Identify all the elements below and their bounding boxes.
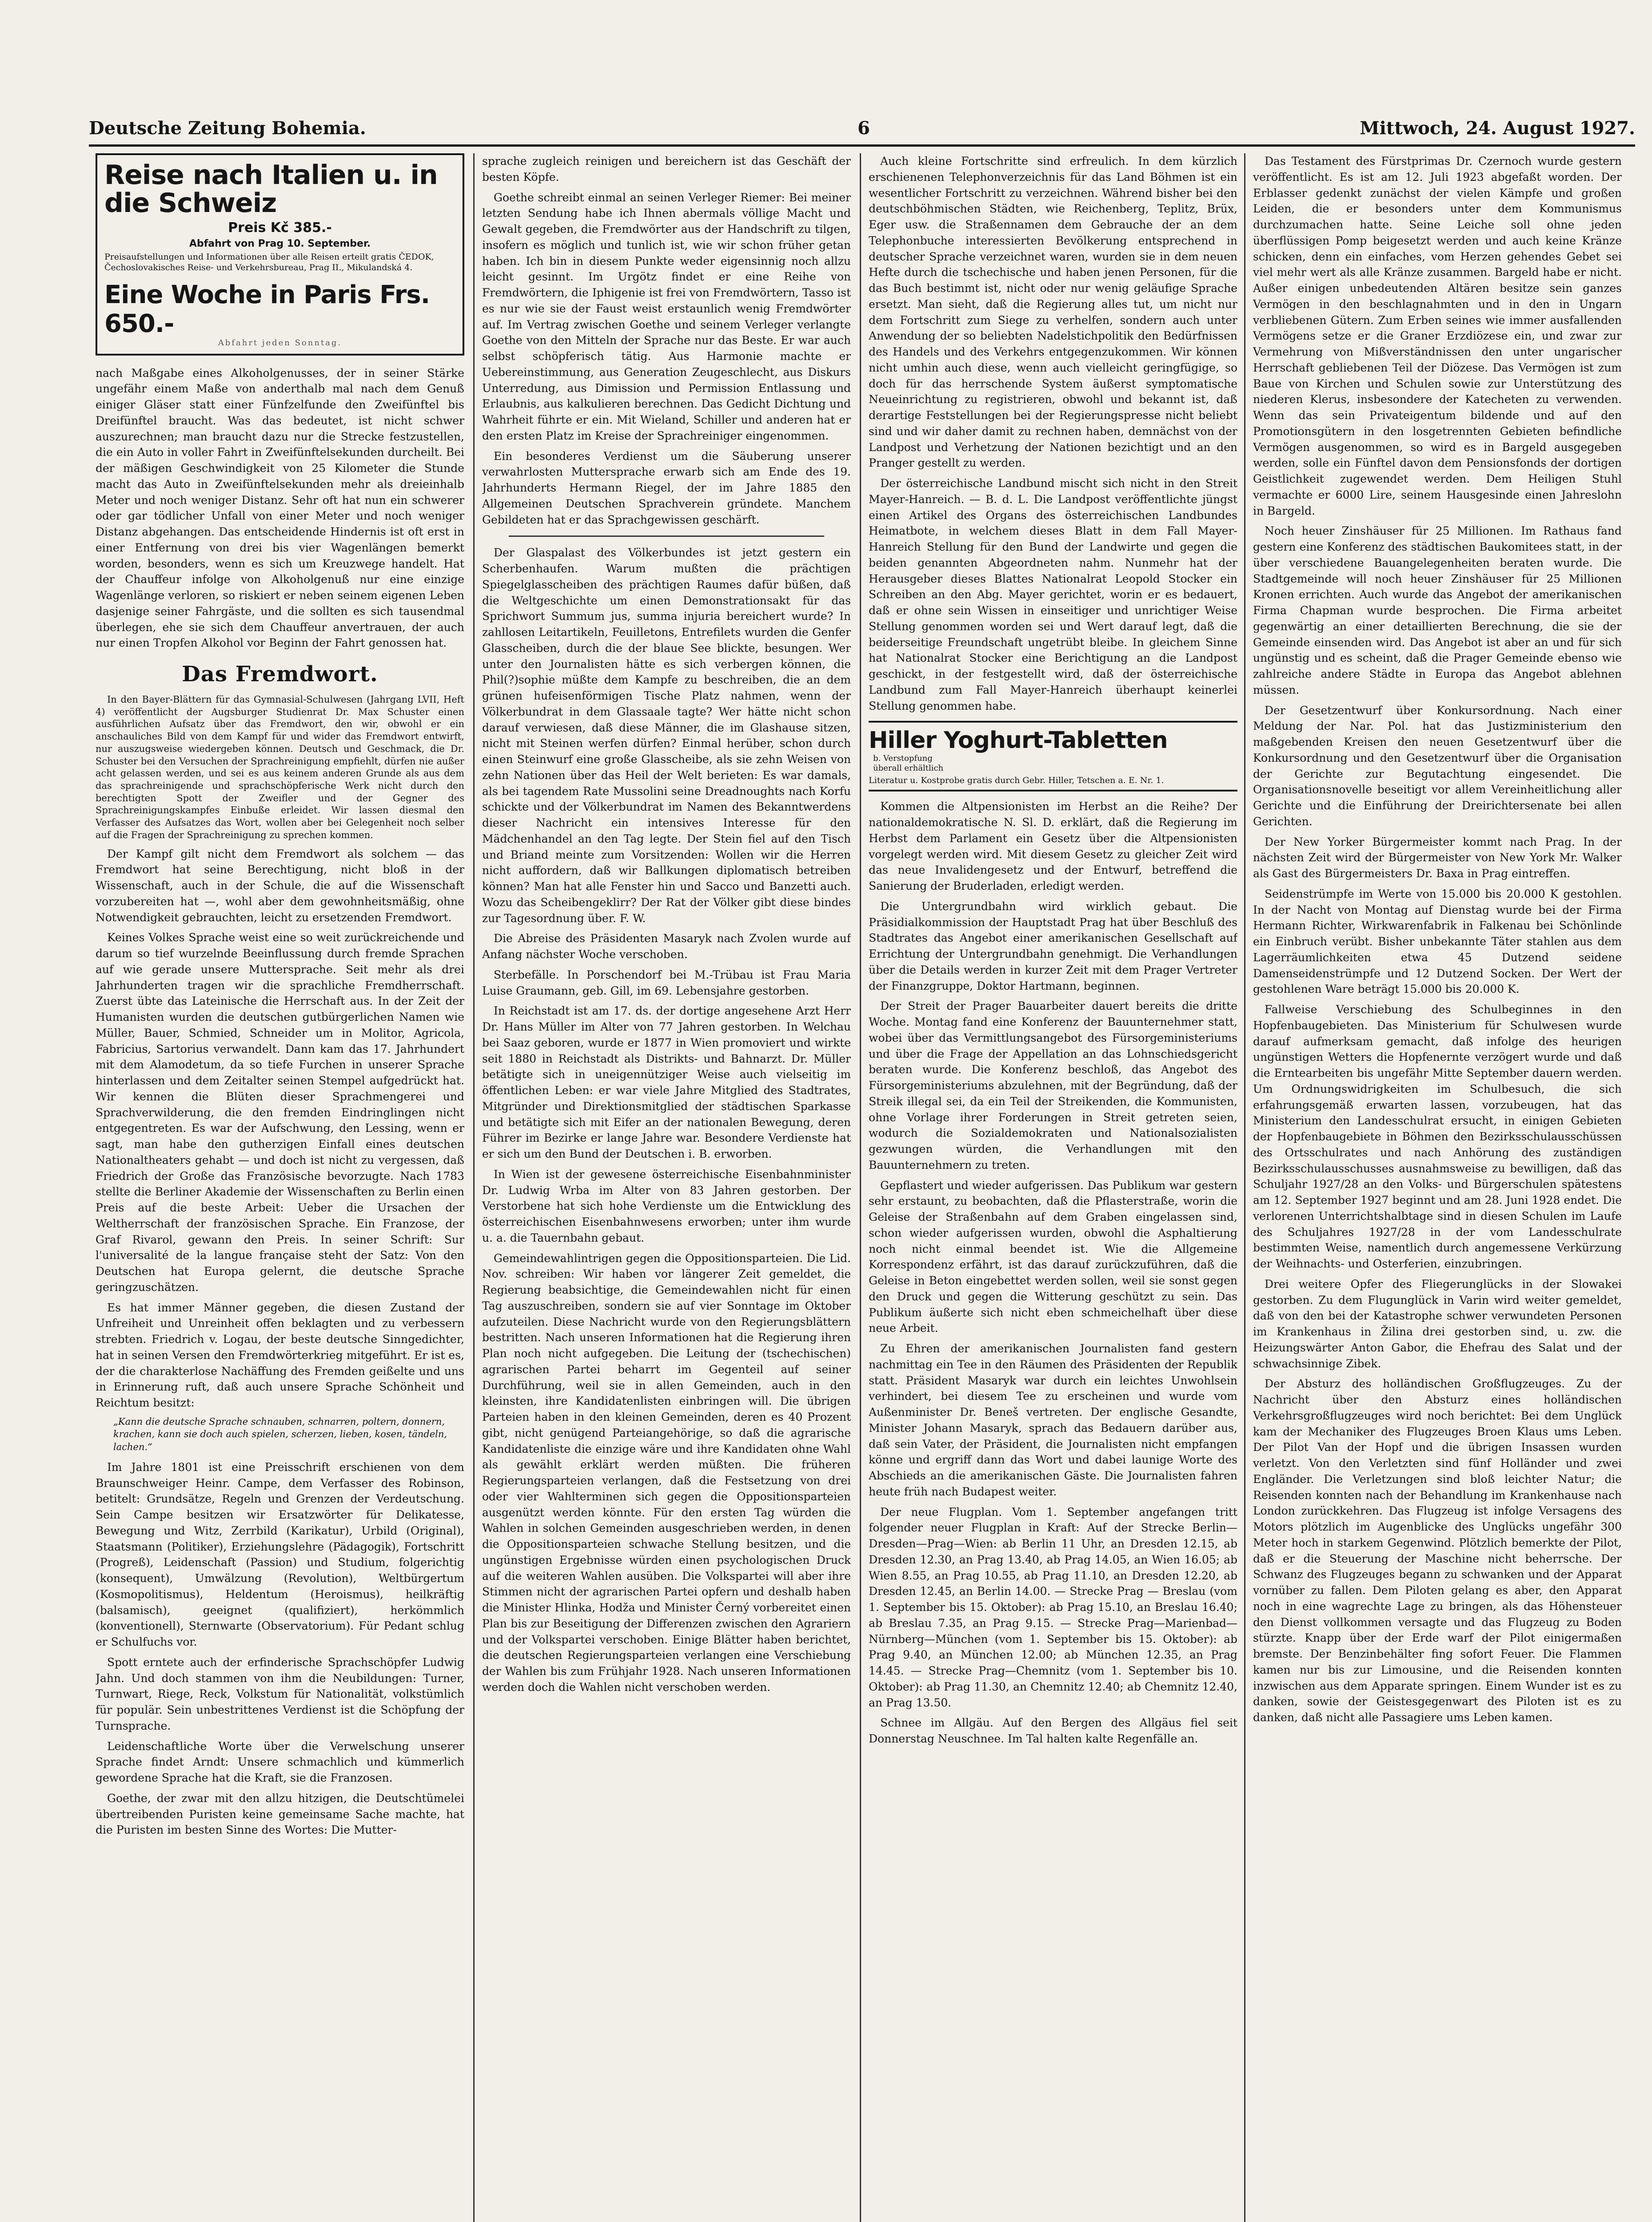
news-item: Der neue Flugplan. Vom 1. September angefangen tritt folgender neuer Flugplan in Kraft: Auf der Strecke Berlin—Dresden—Prag—Wien: ab Berlin 11 Uhr, an Dresden 12.15, ab Dresden 12.30, an Prag 13.40, ab Prag 14.05, an Wien 16.05; ab Wien 8.55, an Prag 10.55, ab Prag 11.10, an Dresden 12.20, ab Dresden 12.45, an Berlin 14.00. — Strecke Prag — Breslau (vom 1. September bis 15. Oktober): ab Prag 15.10, an Breslau 16.40; ab Breslau 7.35, an Prag 9.15. — Strecke Prag—Marienbad—Nürnberg—München (vom 1. September bis 15. Oktober): ab Prag 9.40, an München 12.00; ab München 12.35, an Prag 14.45. — Strecke Prag—Chemnitz (vom 1. September bis 10. Oktober): ab Prag 11.30, an Chemnitz 12.40; ab Chemnitz 12.40, an Prag 13.50. — [869, 1505, 1237, 1709]
news-item: In Wien ist der gewesene österreichische Eisenbahnminister Dr. Ludwig Wrba im Alter von 83 Jahren gestorben. Der Verstorbene hat sich hohe Verdienste um die Entwicklung des österreichischen Eisenbahnwesens erworben; unter ihm wurde u. a. die Tauernbahn gebaut. — [482, 1167, 851, 1244]
news-item: Sterbefälle. In Porschendorf bei M.-Trübau ist Frau Maria Luise Graumann, geb. Gill, im 69. Lebensjahre gestorben. — [482, 968, 851, 997]
newspaper-name: Deutsche Zeitung Bohemia. — [89, 118, 366, 139]
column-2 — [482, 153, 851, 2222]
column-rule — [473, 153, 475, 2222]
ad-italy-info: Preisaufstellungen und Informationen über alle Reisen erteilt gratis ČEDOK, Čechoslovakisches Reise- und Verkehrsbureau, Prag II., Mikulandská 4. — [104, 252, 434, 272]
page-header — [89, 118, 1635, 147]
issue-date: Mittwoch, 24. August 1927. — [1360, 118, 1635, 139]
news-item: Gemeindewahlintrigen gegen die Oppositionsparteien. Die Lid. Nov. schreiben: Wir haben vor längerer Zeit gemeldet, die Regierung beabsichtige, die Gemeindewahlen nicht für einen Tag auszuschreiben, sondern sie auf vier Sonntage im Oktober aufzuteilen. Diese Nachricht wurde von den Regierungsblättern bestritten. Nach unseren Informationen hat die Regierung ihren Plan noch nicht aufgegeben. Die Leitung der (tschechischen) agrarischen Partei beharrt im Gegenteil auf seiner Durchführung, weil sie in allen Gemeinden, auch in den kleinsten, ihre Kandidatenlisten einbringen will. Die übrigen Parteien haben in den kleinen Gemeinden, deren es 40 Prozent gibt, nicht genügend Parteiangehörige, so daß die agrarische Kandidatenliste die einzige wäre und ihre Kandidaten ohne Wahl als gewählt erklärt werden müßten. Die früheren Regierungsparteien verlangen, daß die Festsetzung von drei oder vier Wahlterminen sich gegen die Oppositionsparteien ausgenützt werden könnte. Für den ersten Tag würden die Wahlen in solchen Gemeinden ausgeschrieben werden, in denen die Oppositionsparteien schwache Stellung besitzen, und die ungünstigen Ergebnisse würden einen psychologischen Druck auf die weiteren Wahlen ausüben. Die Volkspartei will aber ihre Stimmen nicht der agrarischen Partei opfern und deshalb haben die Minister Hlinka, Hodža und Minister Černý vorbereitet einen Plan bis zur Beseitigung der Differenzen zwischen den Agrariern und der Volkspartei verschoben. Einige Blätter haben berichtet, die deutschen Regierungsparteien verlangen eine Verschiebung der Wahlen bis zum Frühjahr 1928. Nach unseren Informationen werden doch die Wahlen nicht verschoben werden. — [482, 1251, 851, 1694]
news-item: Schnee im Allgäu. Auf den Bergen des Allgäus fiel seit Donnerstag Neuschnee. Im Tal halten kalte Regenfälle an. — [869, 1716, 1237, 1746]
news-item: Seidenstrümpfe im Werte von 15.000 bis 20.000 K gestohlen. In der Nacht von Montag auf Dienstag wurde bei der Firma Hermann Richter, Wirkwarenfabrik in Falkenau bei Schönlinde ein Einbruch verübt. Bisher unbekannte Täter stahlen aus dem Lagerräumlichkeiten etwa 45 Dutzend seidene Damenseidenstrümpfe und 12 Dutzend Socken. Der Wert der gestohlenen Ware beträgt 15.000 bis 20.000 K. — [1253, 887, 1622, 996]
article-text: nach Maßgabe eines Alkoholgenusses, der in seiner Stärke ungefähr einem Maße von anderthalb mal nach dem Genuß einiger Gläser statt einer Fünfzelfunde den Zweifünftel bis Dreifünftel braucht. Was das bedeutet, ist nicht schwer auszurechnen; man braucht dazu nur die Strecke festzustellen, die ein Auto in voller Fahrt in Zweifünftelsekunden durcheilt. Bei der mäßigen Geschwindigkeit von 25 Kilometer die Stunde macht das Auto in Zweifünftelsekunden mehr als dreieinhalb Meter und noch weniger Distanz. Sehr oft hat nun ein schwerer oder gar tödlicher Unfall von einer Meter und noch weniger Distanz abgehangen. Das entscheidende Hindernis ist oft erst in einer Entfernung von drei bis vier Wagenlängen bemerkt worden, besonders, wenn es sich um Kreuzwege handelt. Hat der Chauffeur infolge von Alkoholgenuß nur eine einzige Wagenlänge verloren, so riskiert er neben seinem eigenen Leben dasjenige seiner Fahrgäste, und die sollten es sich tausendmal überlegen, ehe sie sich dem Chauffeur anvertrauen, der auch nur einen Tropfen Alkohol vor Beginn der Fahrt genossen hat. — [96, 366, 464, 650]
article-paragraph: Ein besonderes Verdienst um die Säuberung unserer verwahrlosten Muttersprache erwarb sich am Ende des 19. Jahrhunderts Hermann Riegel, der im Jahre 1885 den Allgemeinen Deutschen Sprachverein gründete. Manchem Gebildeten hat er das Sprachgewissen geschärft. — [482, 449, 851, 526]
news-item: Der Streit der Prager Bauarbeiter dauert bereits die dritte Woche. Montag fand eine Konferenz der Bauunternehmer statt, wobei über das Vermittlungsangebot des Fürsorgeministeriums und über die Frage der Appellation an das Lohnschiedsgericht beraten wurde. Die Konferenz beschloß, das Angebot des Fürsorgeministeriums abzulehnen, mit der Begründung, daß der Streik illegal sei, da ein Teil der Streikenden, die Kommunisten, ohne Vorlage ihrer Forderungen in Streit getreten seien, wodurch die Sozialdemokraten und Nationalsozialisten gezwungen würden, die Verhandlungen mit den Bauunternehmern zu treten. — [869, 999, 1237, 1171]
column-3 — [869, 153, 1237, 2222]
page-number: 6 — [858, 118, 870, 139]
news-item: Die Untergrundbahn wird wirklich gebaut. Die Präsidialkommission der Hauptstadt Prag hat über Beschluß des Stadtrates das Angebot einer amerikanischen Gesellschaft auf Errichtung der Untergrundbahn genehmigt. Die Verhandlungen über die Details werden in kurzer Zeit mit dem Prager Vertreter der Finanzgruppe, Doktor Hartmann, beginnen. — [869, 899, 1237, 992]
ad-italy-price: Preis Kč 385.- — [228, 220, 332, 236]
ad-paris-title: Eine Woche in Paris Frs. 650.- — [104, 280, 430, 338]
news-item: In Reichstadt ist am 17. ds. der dortige angesehene Arzt Herr Dr. Hans Müller im Alter von 77 Jahren gestorben. In Welchau bei Saaz geboren, wurde er 1877 in Wien promoviert und wirkte seit 1880 in Reichstadt als Distrikts- und Bahnarzt. Dr. Müller betätigte sich in uneigennütziger Weise auch vielseitig im öffentlichen Leben: er war viele Jahre Mitglied des Stadtrates, Mitgründer und Direktionsmitglied der städtischen Sparkasse und betätigte sich mit Eifer an der nationalen Bewegung, deren Führer im Bezirke er lange Jahre war. Besondere Verdienste hat er sich um den Bund der Deutschen i. B. erworben. — [482, 1004, 851, 1160]
article-intro: In den Bayer-Blättern für das Gymnasial-Schulwesen (Jahrgang LVII, Heft 4) veröffentlicht der Augsburger Studienrat Dr. Max Schuster einen ausführlichen Aufsatz über das Fremdwort, den wir, obwohl er ein anschauliches Bild von dem Kampf für und wider das Fremdwort entwirft, nur auszugsweise wiedergeben können. Deutsch und Geschmack, die Dr. Schuster bei den Versuchen der Sprachreinigung empfiehlt, dürfen nie außer acht gelassen werden, und sei es aus keinem anderen Grunde als aus dem das sprachreinigende und sprachschöpferische Werk nicht durch den berechtigten Spott der Zweifler und der Gegner des Sprachreinigungskampfes Einbuße erleidet. Wir lassen diesmal den Verfasser des Aufsatzes das Wort, wollen aber bei Gelegenheit noch selber auf die Fragen der Sprachreinigung zu sprechen kommen. — [96, 694, 464, 840]
ad-paris-footer: Abfahrt jeden Sonntag. — [218, 338, 342, 348]
hiller-ad-note: Literatur u. Kostprobe gratis durch Gebr. Hiller, Tetschen a. E. Nr. 1. — [869, 775, 1164, 786]
quoted-verse: „Kann die deutsche Sprache schnauben, schnarren, poltern, donnern, krachen, kann sie doch auch spielen, scherzen, lieben, kosen, tändeln, lachen.“ — [113, 1416, 447, 1452]
column-1 — [96, 153, 464, 2222]
hiller-advertisement — [869, 721, 1237, 791]
news-item: Der Glaspalast des Völkerbundes ist jetzt gestern ein Scherbenhaufen. Warum mußten die prächtigen Spiegelglasscheiben des prächtigen Raumes dafür büßen, daß die Weltgeschichte um einen Demonstrationsakt für das Sprichwort Summum jus, summa injuria bereichert wurde? In zahllosen Leitartikeln, Feuilletons, Entrefilets wurden die Genfer Glasscheiben, durch die der blaue See blickte, besungen. Wer unter den Journalisten hätte es sich verbergen können, die Phil(?)sophie müßte dem Kampfe zu beschreiben, die an dem grünen hufeisenförmigen Tische Platz nahmen, wenn der Völkerbundrat in dem Glassaale tagte? Wer hätte nicht schon darauf verwiesen, daß diese Männer, die im Glashause sitzen, nicht mit Steinen werfen dürfen? Einmal herüber, schon durch einen Steinwurf eine große Glasscheibe, als sie zehn Weisen von zehn Nationen über das Heil der Welt berieten: Es war damals, als bei tagendem Rate Mussolini seine Dreadnoughts nach Korfu schickte und der Völkerbundrat im Namen des Bekanntwerdens dieser Nachricht ein intensives Interesse für den Mädchenhandel an den Tag legte. Der Stein fiel auf den Tisch und Briand meinte zum Vorsitzenden: Wollen wir die Herren nicht auffordern, daß wir Ballkungen diplomatisch betreiben können? Man hat alle Fenster hin und Sacco und Banzetti auch. Wozu das Scheibengeklirr? Der Rat der Völker gibt diese bindes zur Tagesordnung über. F. W. — [482, 546, 851, 925]
news-item: Noch heuer Zinshäuser für 25 Millionen. Im Rathaus fand gestern eine Konferenz des städtischen Baukomitees statt, in der über verschiedene Bauangelegenheiten beraten wurde. Die Stadtgemeinde will noch heuer Zinshäuser für 25 Millionen Kronen errichten. Auch wurde das Angebot der amerikanischen Firma Chapman wurde besprochen. Die Firma arbeitet gegenwärtig an einer detaillierten Berechnung, die sie der Gemeinde einsenden wird. Das Angebot ist aber an und für sich ungünstig und es scheint, daß die Prager Gemeinde ebenso wie zahlreiche andere Städte in Europa das Angebot ablehnen müssen. — [1253, 524, 1622, 696]
ad-italy-title: Reise nach Italien u. in die Schweiz — [104, 160, 438, 219]
article-paragraph: sprache zugleich reinigen und bereichern ist das Geschäft der besten Köpfe. — [482, 155, 851, 184]
news-item: Gepflastert und wieder aufgerissen. Das Publikum war gestern sehr erstaunt, zu beobachten, daß die Pflasterstraße, worin die Geleise der Straßenbahn auf dem Graben eingelassen sind, schon wieder aufgerissen wurden, obwohl die Asphaltierung noch nicht einmal beendet ist. Wie die Allgemeine Korrespondenz erfährt, ist das darauf zurückzuführen, daß die Geleise in Beton eingebettet werden sollen, weil sie sonst gegen den Druck und gegen die Witterung geschützt zu sein. Das Publikum äußerte sich nicht eben schmeichelhaft über diese neue Arbeit. — [869, 1179, 1237, 1335]
news-item: Der New Yorker Bürgermeister kommt nach Prag. In der nächsten Zeit wird der Bürgermeister von New York Mr. Walker als Gast des Bürgermeisters Dr. Baxa in Prag eintreffen. — [1253, 835, 1622, 880]
hiller-ad-title: Hiller Yoghurt-Tabletten — [869, 727, 1168, 754]
news-item: Drei weitere Opfer des Fliegerunglücks in der Slowakei gestorben. Zu dem Flugunglück in Varin wird weiter gemeldet, daß von den bei der Katastrophe schwer verwundeten Personen im Krankenhaus in Žilina drei gestorben sind, u. zw. die Heizungswärter Anton Gabor, die Ehefrau des Salat und der schwachsinnige Zibek. — [1253, 1277, 1622, 1370]
ad-italy-departure: Abfahrt von Prag 10. September. — [189, 238, 371, 249]
news-item: Zu Ehren der amerikanischen Journalisten fand gestern nachmittag ein Tee in den Räumen des Präsidenten der Republik statt. Präsident Masaryk war durch ein leichtes Unwohlsein verhindert, bei diesem Tee zu erscheinen und wurde vom Außenminister Dr. Beneš vertreten. Der englische Gesandte, Minister Johann Masaryk, sprach das Bedauern darüber aus, daß sein Vater, der Präsident, die Journalisten nicht empfangen könne und ergriff dann das Wort und dabei launige Worte des Abschieds an die amerikanischen Gäste. Die Journalisten fahren heute früh nach Budapest weiter. — [869, 1342, 1237, 1498]
news-item: Der Absturz des holländischen Großflugzeuges. Zu der Nachricht über den Absturz eines holländischen Verkehrsgroßflugzeuges wird noch berichtet: Bei dem Unglück kam der Mechaniker des Flugzeuges Broen Klaus ums Leben. Der Pilot Van der Hopf und die übrigen Insassen wurden verletzt. Von den Verletzten sind fünf Holländer und zwei Engländer. Die Verletzungen sind bloß leichter Natur; die Reisenden konnten nach der Behandlung im Krankenhause nach London zurückkehren. Das Flugzeug ist infolge Versagens des Motors plötzlich im Augenblicke des Unglücks ungefähr 300 Meter hoch in starkem Gegenwind. Plötzlich bemerkte der Pilot, daß er die Steuerung der Maschine nicht beherrsche. Der Schwanz des Flugzeuges begann zu schwanken und der Apparat vornüber zu fallen. Dem Piloten gelang es aber, den Apparat noch in eine wagrechte Lage zu bringen, als das Höhensteuer den Dienst vollkommen versagte und das Flugzeug zu Boden stürzte. Knapp über der Erde warf der Pilot einigermaßen bremste. Der Benzinbehälter fing sofort Feuer. Die Flammen kamen nur bis zur Limousine, und die Reisenden konnten inzwischen aus dem Apparate springen. Einem Wunder ist es zu danken, sowie der Geistesgegenwart des Piloten ist es zu danken, daß nicht alle Passagiere ums Leben kamen. — [1253, 1377, 1622, 1724]
article-paragraph: Goethe, der zwar mit den allzu hitzigen, die Deutschtümelei übertreibenden Puristen keine gemeinsame Sache machte, hat die Puristen im besten Sinne des Wortes: Die Mutter- — [96, 1791, 464, 1837]
article-paragraph: Goethe schreibt einmal an seinen Verleger Riemer: Bei meiner letzten Sendung habe ich Ihnen abermals völlige Macht und Gewalt gegeben, die Fremdwörter aus der Handschrift zu tilgen, insofern es möglich und tunlich ist, wie wir schon früher getan haben. Ich bin in diesem Punkte weder eigensinnig noch allzu leicht gesinnt. Im Urgötz findet er eine Reihe von Fremdwörtern, die Iphigenie ist frei von Fremdwörtern, Tasso ist es nur wie sie der Faust weist erstaunlich wenig Fremdwörter auf. Im Vertrag zwischen Goethe und seinem Verleger verlangte Goethe von den Mitteln der Sprache nur das Beste. Er war auch selbst schöpferisch tätig. Aus Harmonie machte er Uebereinstimmung, aus Generation Zeugeschlecht, aus Diskurs Unterredung, aus Dimission und Permission Entlassung und Erlaubnis, aus kalkulieren berechnen. Das Gedicht Dichtung und Wahrheit führte er ein. Mit Wieland, Schiller und anderen hat er den ersten Platz im Kreise der Sprachreiniger eingenommen. — [482, 191, 851, 442]
news-item: Der österreichische Landbund mischt sich nicht in den Streit Mayer-Hanreich. — B. d. L. Die Landpost veröffentlichte jüngst einen Artikel des Organs des österreichischen Landbundes Heimatbote, in welchem dieses Blatt in dem Fall Mayer-Hanreich Stellung für den Bund der Landwirte und gegen die beiden genannten Abgeordneten nahm. Nunmehr hat der Herausgeber dieses Blattes Nationalrat Leopold Stocker ein Schreiben an den Abg. Mayer gerichtet, worin er es bedauert, daß er ohne sein Wissen in einseitiger und unrichtiger Weise Stellung genommen worden sei und Wert darauf legt, daß die beiderseitige Freundschaft ungetrübt bleibe. In gleichem Sinne hat Nationalrat Stocker eine Berichtigung an die Landpost geschickt, in der festgestellt wird, daß der österreichische Landbund zum Fall Mayer-Hanreich überhaupt keinerlei Stellung genommen habe. — [869, 477, 1237, 712]
section-divider — [509, 536, 824, 537]
news-item: Das Testament des Fürstprimas Dr. Czernoch wurde gestern veröffentlicht. Es ist am 12. Juli 1923 abgefaßt worden. Der Erblasser gedenkt zunächst der vielen Kämpfe und großen Leiden, die er besonders unter dem Kommunismus durchzumachen hatte. Seine Leiche soll ohne jeden überflüssigen Pomp beigesetzt werden und auch keine Kränze schicken, denn ein einfaches, vom Herzen gehendes Gebet sei viel mehr wert als alle Kränze zusammen. Bargeld habe er nicht. Außer einigen unbedeutenden Altären besitze sein ganzes Vermögen in den beschlagnahmten und in den in Ungarn verbliebenen Gütern. Zum Erben seines wie immer ausfallenden Vermögens setze er die Graner Erzdiözese ein, und zwar zur Vermehrung von Mißverständnissen den unter ungarischer Herrschaft gebliebenen Teil der Diözese. Das Vermögen ist zum Baue von Kirchen und Schulen sowie zur Unterstützung des niederen Klerus, insbesondere der Katecheten zu verwenden. Wenn das sein Privateigentum bildende und auf den Promotionsgütern in den losgetrennten Gebieten befindliche Vermögen ausgenommen, so wird es in Bargeld ausgegeben werden, solle ein Fünftel davon dem Pensionsfonds der dortigen Geistlichkeit zugewendet werden. Dem Heiligen Stuhl vermachte er 6000 Lire, seinem Hausgesinde einen Jahreslohn in Bargeld. — [1253, 155, 1622, 517]
column-rule — [1244, 153, 1245, 2222]
article-heading: Das Fremdwort. — [182, 662, 378, 687]
article-paragraph: Spott erntete auch der erfinderische Sprachschöpfer Ludwig Jahn. Und doch stammen von ihm die Neubildungen: Turner, Turnwart, Riege, Reck, Volkstum für Nationalität, volkstümlich für populär. Sein unbestrittenes Verdienst ist die Schöpfung der Turnsprache. — [96, 1655, 464, 1732]
news-item: Die Abreise des Präsidenten Masaryk nach Zvolen wurde auf Anfang nächster Woche verschoben. — [482, 932, 851, 961]
article-paragraph: Leidenschaftliche Worte über die Verwelschung unserer Sprache findet Arndt: Unsere schmachlich und kümmerlich gewordene Sprache hat die Kraft, sie die Franzosen. — [96, 1739, 464, 1785]
news-item: Kommen die Altpensionisten im Herbst an die Reihe? Der nationaldemokratische N. Sl. D. erklärt, daß die Regierung im Herbst dem Parlament ein Gesetz über die Altpensionisten vorgelegt werden wird. Mit diesem Gesetz zu gleicher Zeit wird das neue Invalidengesetz und der Entwurf, betreffend die Sanierung der Bruderladen, erledigt werden. — [869, 800, 1237, 893]
article-paragraph: Es hat immer Männer gegeben, die diesen Zustand der Unfreiheit und Unreinheit offen beklagten und zu verbessern strebten. Friedrich v. Logau, der beste deutsche Sinngedichter, hat in seinen Versen den Fremdwörterkrieg mitgeführt. Er ist es, der die charakterlose Nachäffung des Fremden geißelte und uns in Erinnerung ruft, daß auch unsere Sprache Schönheit und Reichtum besitzt: — [96, 1301, 464, 1410]
article-paragraph: Der Kampf gilt nicht dem Fremdwort als solchem — das Fremdwort hat seine Berechtigung, nicht bloß in der Wissenschaft, auch in der Schule, die auf die Wissenschaft vorzubereiten hat —, wohl aber dem gewohnheitsmäßig, ohne Notwendigkeit gebrauchten, leicht zu ersetzenden Fremdwort. — [96, 847, 464, 924]
article-paragraph: Keines Volkes Sprache weist eine so weit zurückreichende und darum so tief wurzelnde Beeinflussung durch fremde Sprachen auf wie gerade unsere Muttersprache. Seit mehr als drei Jahrhunderten tragen wir die sprachliche Fremdherrschaft. Zuerst übte das Lateinische die Herrschaft aus. In der Zeit der Humanisten wurden die deutschen gutbürgerlichen Namen wie Müller, Bauer, Schmied, Schneider um in Molitor, Agricola, Fabricius, Sartorius verwandelt. Dann kam das 17. Jahrhundert mit dem Alamodetum, da so tiefe Furchen in unserer Sprache hinterlassen und dem Zeitalter seinen Stempel aufgedrückt hat. Wir kennen die Blüten dieser Sprachmengerei und Sprachverwilderung, die den fremden Eindringlingen nicht entgegentreten. Es war der Aufschwung, den Lessing, wenn er sagt, man habe den gutherzigen Einfall eines deutschen Nationaltheaters gehabt — und doch ist nicht zu vergessen, daß Friedrich der Große das Französische bevorzugte. Nach 1783 stellte die Berliner Akademie der Wissenschaften zu Berlin einen Preis auf die beste Arbeit: Ueber die Ursachen der Weltherrschaft der französischen Sprache. Ein Franzose, der Graf Rivarol, gewann den Preis. In seiner Schrift: Sur l'universalité de la langue française steht der Satz: Von den Deutschen hat Europa gelernt, die deutsche Sprache geringzuschätzen. — [96, 931, 464, 1294]
news-item: Auch kleine Fortschritte sind erfreulich. In dem kürzlich erschienenen Telephonverzeichnis für das Land Böhmen ist ein wesentlicher Fortschritt zu verzeichnen. Während bisher bei den deutschböhmischen Städten, wie Reichenberg, Teplitz, Brüx, Eger usw. die Straßennamen dem Gebrauche der an dem Telephonbuche interessierten Bevölkerung entsprechend in deutscher Sprache verzeichnet waren, wurden sie in dem neuen Hefte durch die tschechische und haben jenen Personen, für die das Buch bestimmt ist, nicht oder nur wenig geläufige Sprache ersetzt. Man sieht, daß die Regierung alles tut, um nicht nur dem Fortschritt zum Siege zu verhelfen, sondern auch unter Anwendung der so beliebten Nadelstichpolitik den Bedürfnissen des Handels und des Verkehrs entgegenzukommen. Wir können nicht umhin auch diese, wenn auch vielleicht geringfügige, so doch für das herrschende System äußerst symptomatische Neueinrichtung zu registrieren, obwohl und bekannt ist, daß derartige Feststellungen bei der Regierungspresse nicht beliebt sind und wir daher damit zu rechnen haben, demnächst von der Landpost und Verhetzung der Nationen bezichtigt und an den Pranger gestellt zu werden. — [869, 155, 1237, 470]
hiller-ad-side: b. Verstopfung überall erhältlich — [873, 754, 944, 773]
column-rule — [860, 153, 861, 2222]
column-4 — [1253, 153, 1622, 2222]
article-paragraph: Im Jahre 1801 ist eine Preisschrift erschienen von dem Braunschweiger Heinr. Campe, dem Verfasser des Robinson, betitelt: Grundsätze, Regeln und Grenzen der Verdeutschung. Sein Campe besitzen wir Ersatzwörter für Delikatesse, Bewegung und Witz, Zerrbild (Karikatur), Urbild (Original), Staatsmann (Politiker), Erziehungslehre (Pädagogik), Fortschritt (Progreß), Leidenschaft (Passion) und Studium, folgerichtig (konsequent), Umwälzung (Revolution), Weltbürgertum (Kosmopolitismus), Heldentum (Heroismus), heilkräftig (balsamisch), geeignet (qualifiziert), herkömmlich (konventionell), Sternwarte (Observatorium). Für Pedant schlug er Schulfuchs vor. — [96, 1460, 464, 1649]
news-item: Der Gesetzentwurf über Konkursordnung. Nach einer Meldung der Nar. Pol. hat das Justizministerium den maßgebenden Kreisen den neuen Gesetzentwurf über die Konkursordnung und den Gesetzentwurf über die Organisation der Gerichte zur Begutachtung eingesendet. Die Organisationsnovelle beseitigt vor allem Vereinheitlichung aller Gerichte und die Einführung der Dreirichtersenate bei allen Gerichten. — [1253, 703, 1622, 828]
travel-advertisement — [96, 153, 464, 356]
news-item: Fallweise Verschiebung des Schulbeginnes in den Hopfenbaugebieten. Das Ministerium für Schulwesen wurde darauf aufmerksam gemacht, daß infolge des heurigen ungünstigen Wetters die Hopfenernte verzögert wurde und daß die Erntearbeiten bis ungefähr Mitte September dauern werden. Um Ordnungswidrigkeiten im Schulbesuch, die sich erfahrungsgemäß erwarten lassen, vorzubeugen, hat das Ministerium den Landesschulrat ersucht, in einigen Gebieten der Hopfenbaugebiete in Böhmen den Bezirksschulausschüssen des Ortsschulrates und nach Anhörung des zuständigen Bezirksschulausschusses ausnahmsweise zu bewilligen, daß das Schuljahr 1927/28 an den Volks- und Bürgerschulen spätestens am 12. September 1927 beginnt und am 28. Juni 1928 endet. Die verlorenen Unterrichtshalbtage sind in diesen Schulen im Laufe des Schuljahres 1927/28 in der vom Landesschulrate bestimmten Weise, namentlich durch angemessene Verkürzung der Weihnachts- und Osterferien, einzubringen. — [1253, 1003, 1622, 1270]
